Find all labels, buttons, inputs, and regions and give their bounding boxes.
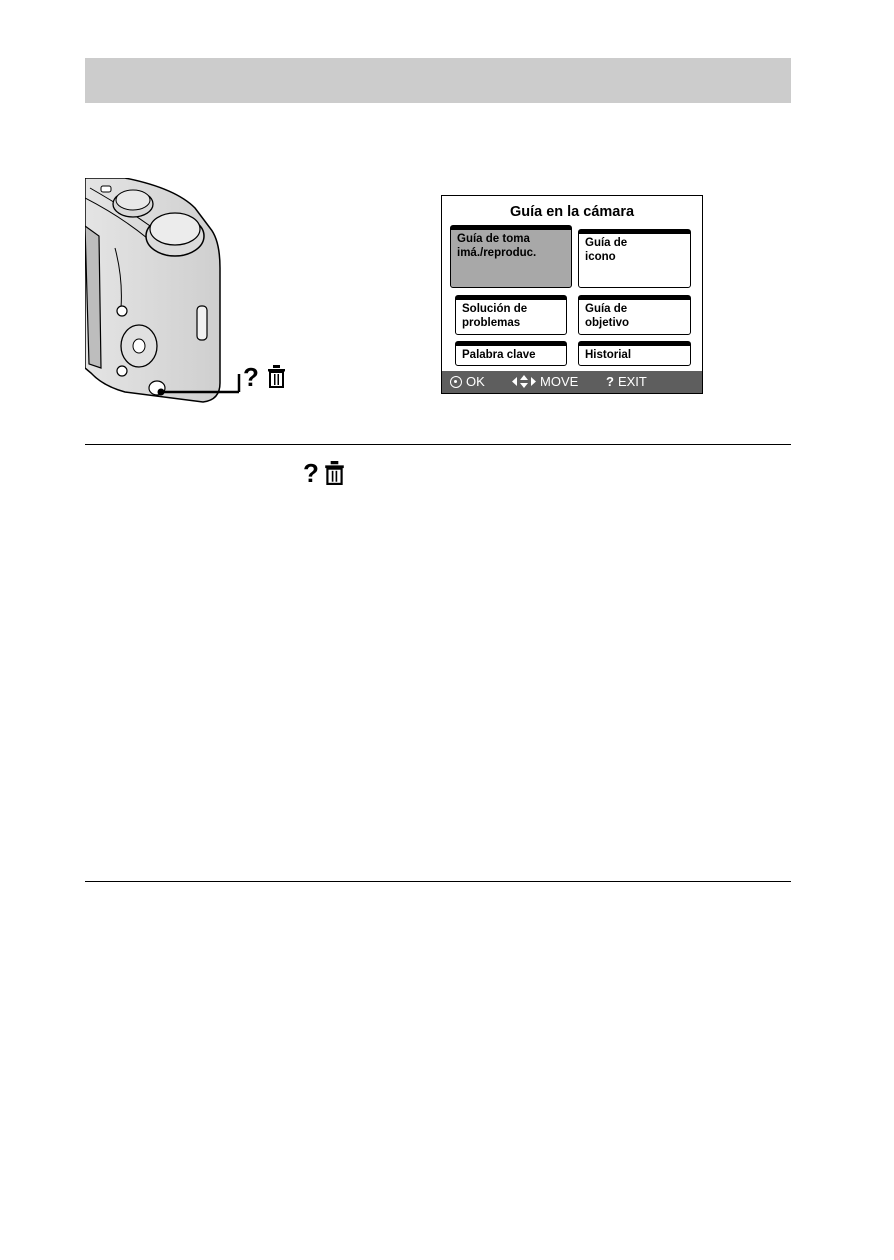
menu-item-troubleshooting[interactable]: Solución de problemas [455, 295, 567, 335]
inline-question-icon: ? [303, 458, 319, 488]
camera-illustration [85, 178, 315, 410]
ok-button-icon [450, 376, 462, 388]
menu-item-shooting-guide[interactable]: Guía de toma imá./reproduc. [450, 225, 572, 288]
footer-exit-label: EXIT [617, 374, 647, 389]
divider-top [85, 444, 791, 445]
inline-trash-icon [325, 461, 344, 485]
screen-footer-bar [442, 371, 702, 393]
screen-title: Guía en la cámara [509, 204, 635, 220]
divider-bottom [85, 881, 791, 882]
callout-trash-icon [268, 365, 285, 387]
section-header-band [85, 58, 791, 103]
menu-item-history[interactable]: Historial [578, 341, 691, 366]
footer-ok-label: OK [466, 374, 485, 389]
inline-help-delete-icons [303, 458, 344, 488]
menu-item-icon-guide[interactable]: Guía de icono [578, 229, 691, 288]
footer-move-label: MOVE [540, 374, 579, 389]
footer-move [512, 374, 578, 389]
footer-ok [450, 374, 485, 389]
help-question-icon: ? [606, 374, 614, 389]
four-way-arrow-icon [512, 375, 536, 388]
menu-item-keyword[interactable]: Palabra clave [455, 341, 567, 366]
in-camera-guide-screen [441, 195, 703, 394]
footer-exit [606, 374, 647, 389]
callout-question-icon: ? [243, 362, 259, 392]
menu-item-purpose-guide[interactable]: Guía de objetivo [578, 295, 691, 335]
